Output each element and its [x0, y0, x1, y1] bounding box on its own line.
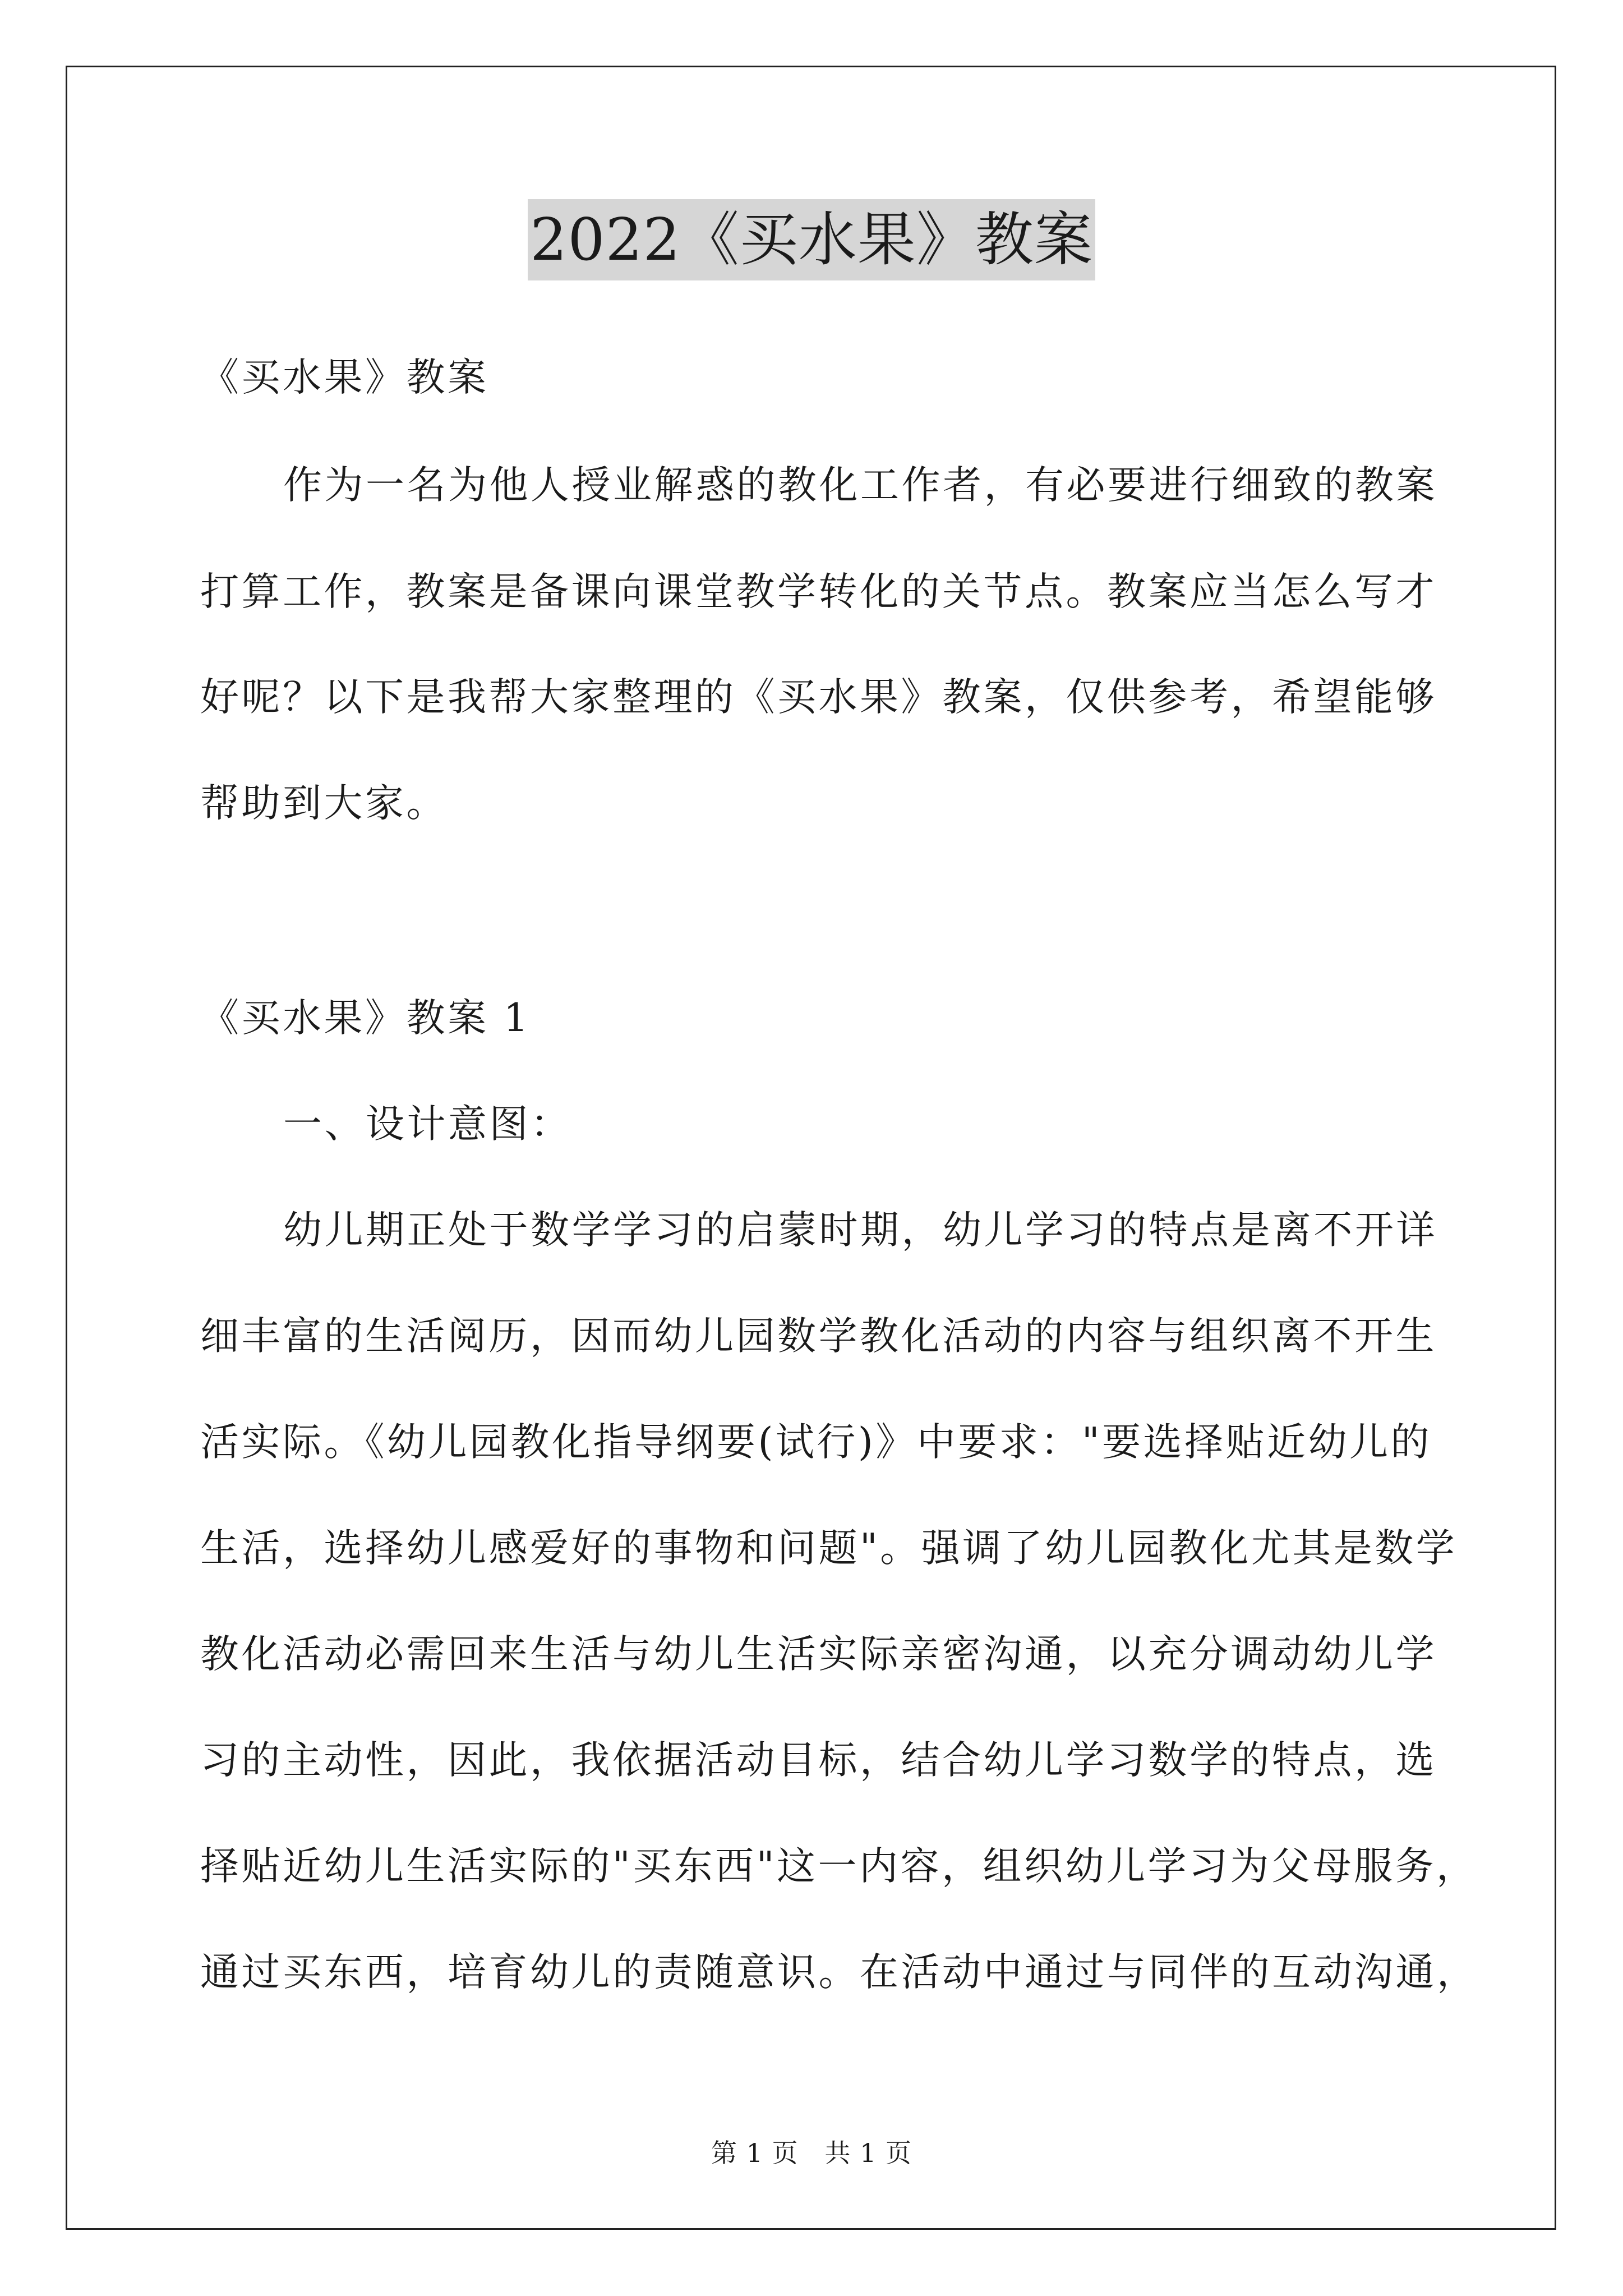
- part-heading: 一、设计意图：: [283, 1102, 572, 1147]
- title-wrapper: [0, 199, 1623, 280]
- body-line: 幼儿期正处于数学学习的启蒙时期，幼儿学习的特点是离不开详: [283, 1208, 1437, 1253]
- document-title: 2022《买水果》教案: [528, 199, 1095, 280]
- document-subtitle: 《买水果》教案: [200, 355, 489, 400]
- intro-line: 作为一名为他人授业解惑的教化工作者，有必要进行细致的教案: [283, 463, 1437, 508]
- body-line: 生活，选择幼儿感爱好的事物和问题"。强调了幼儿园教化尤其是数学: [200, 1526, 1458, 1571]
- section-heading: 《买水果》教案 1: [200, 996, 531, 1041]
- body-line: 活实际。《幼儿园教化指导纲要(试行)》中要求："要选择贴近幼儿的: [200, 1420, 1432, 1465]
- intro-line: 帮助到大家。: [200, 781, 448, 826]
- body-line: 细丰富的生活阅历，因而幼儿园数学教化活动的内容与组织离不开生: [200, 1314, 1437, 1359]
- page-number-footer: 第 1 页 共 1 页: [711, 2138, 912, 2168]
- body-line: 通过买东西，培育幼儿的责随意识。在活动中通过与同伴的互动沟通，: [200, 1950, 1478, 1995]
- intro-line: 好呢？以下是我帮大家整理的《买水果》教案，仅供参考，希望能够: [200, 675, 1437, 720]
- body-line: 择贴近幼儿生活实际的"买东西"这一内容，组织幼儿学习为父母服务，: [200, 1844, 1478, 1889]
- body-line: 教化活动必需回来生活与幼儿生活实际亲密沟通，以充分调动幼儿学: [200, 1632, 1437, 1677]
- intro-line: 打算工作，教案是备课向课堂教学转化的关节点。教案应当怎么写才: [200, 569, 1437, 614]
- body-line: 习的主动性，因此，我依据活动目标，结合幼儿学习数学的特点，选: [200, 1738, 1437, 1783]
